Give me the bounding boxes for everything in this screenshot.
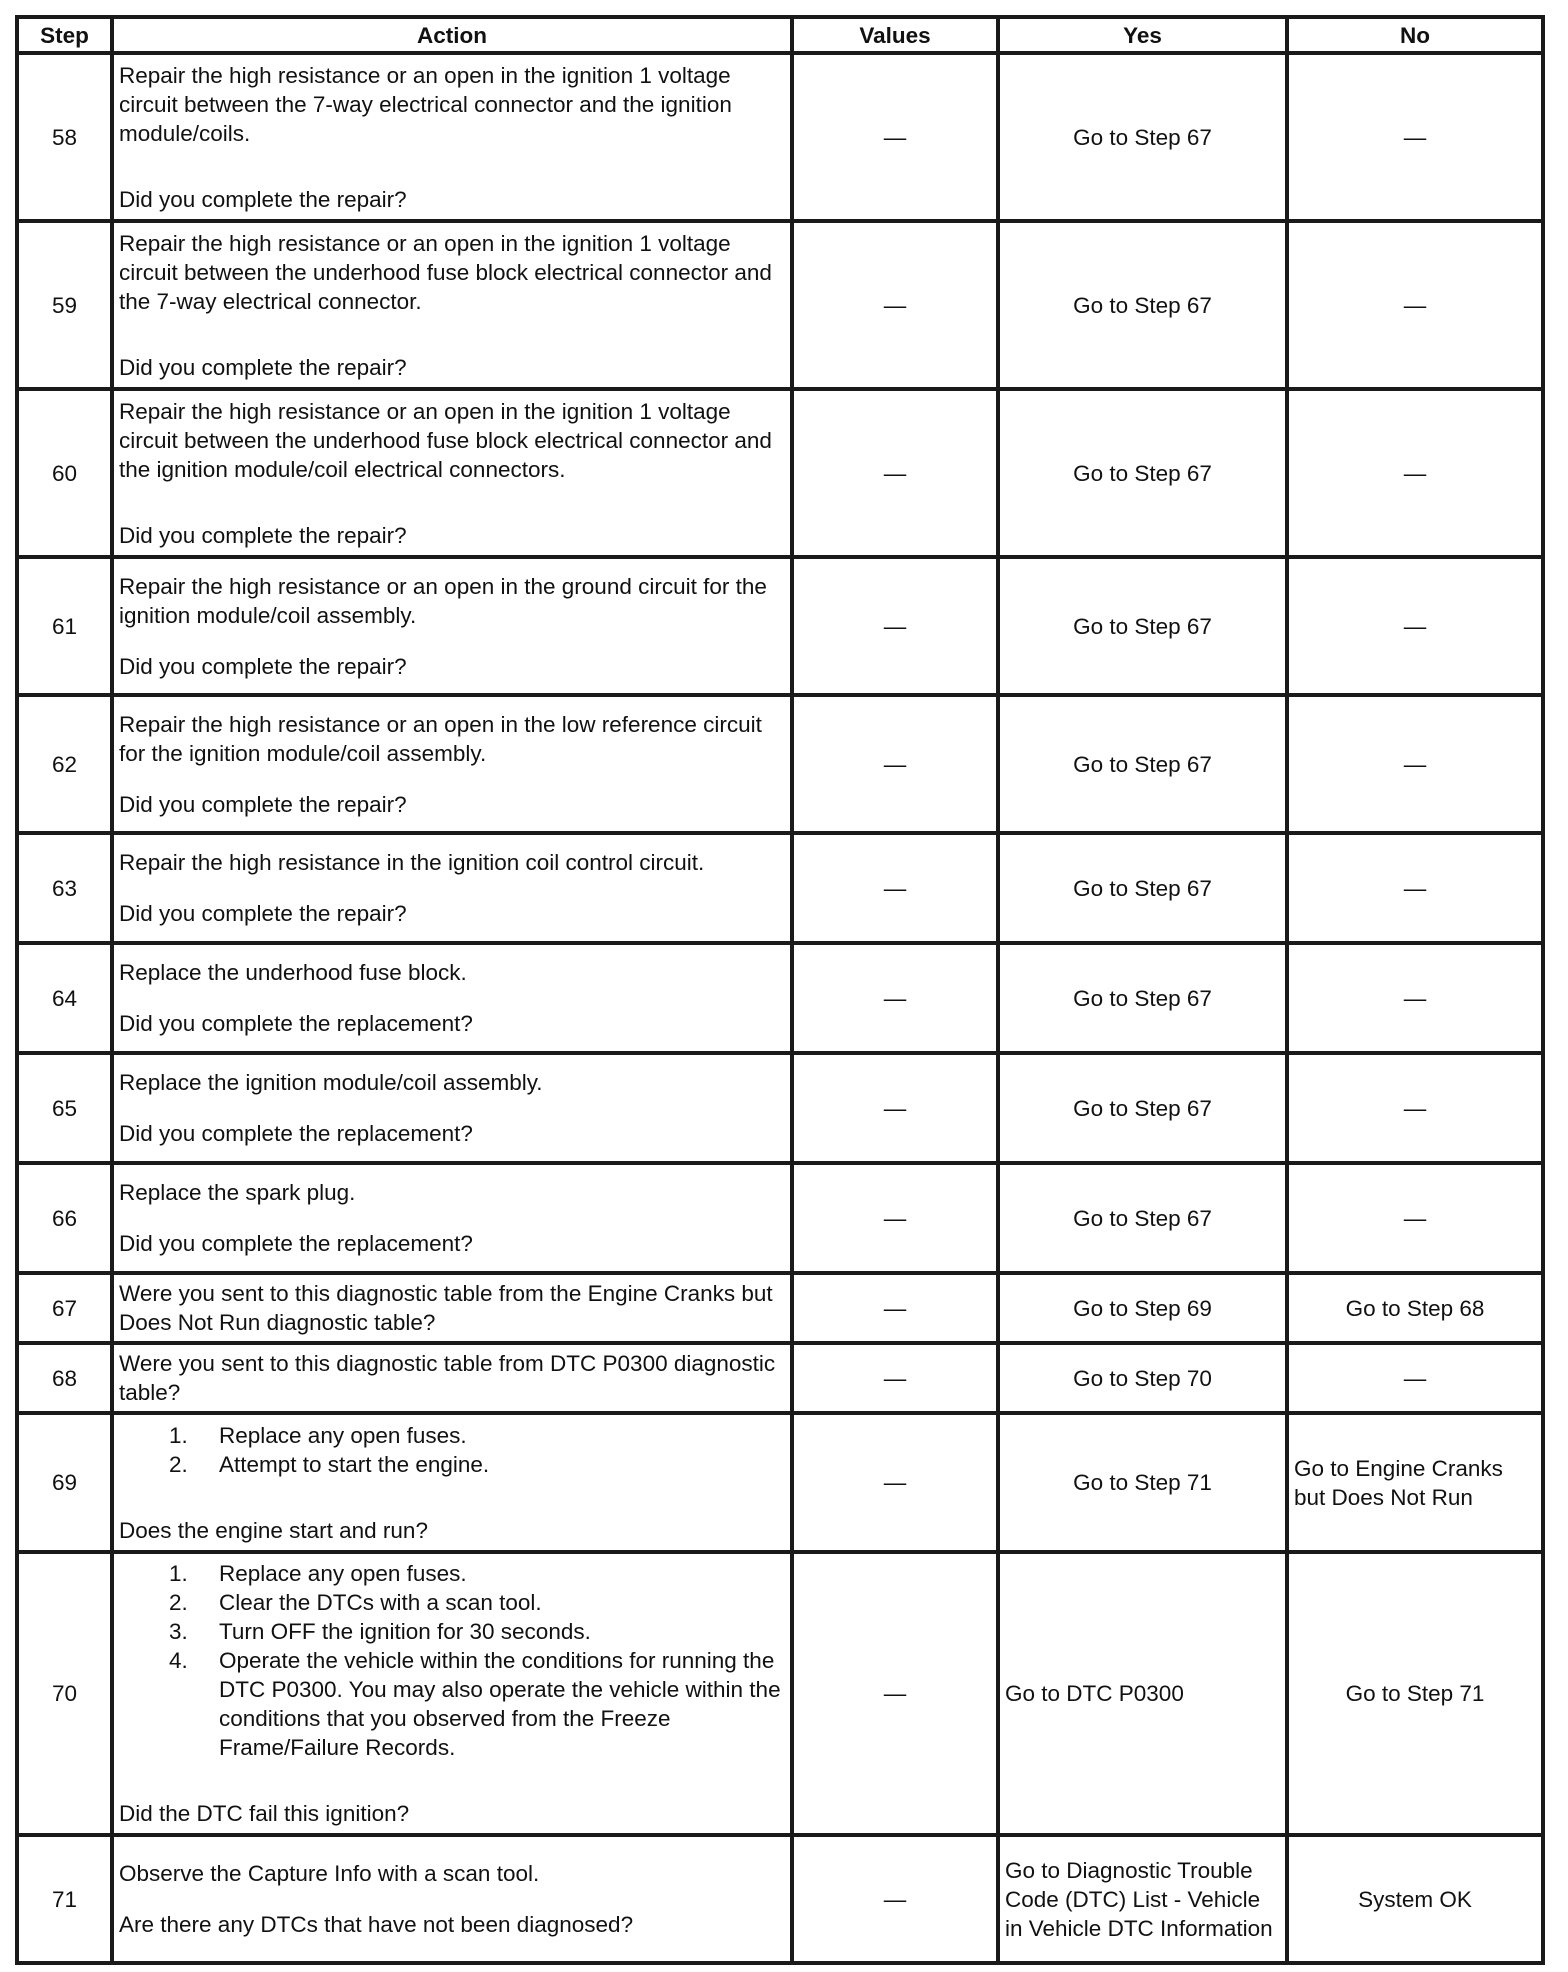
header-action: Action bbox=[112, 17, 792, 53]
no-cell: Go to Step 71 bbox=[1287, 1552, 1543, 1835]
table-row bbox=[17, 221, 1543, 389]
step-number: 69 bbox=[17, 1413, 112, 1552]
no-cell: — bbox=[1287, 221, 1543, 389]
diagnostic-table bbox=[15, 15, 1545, 1965]
action-cell bbox=[112, 1413, 792, 1552]
list-item: 2. Clear the DTCs with a scan tool. bbox=[169, 1590, 542, 1615]
yes-cell: Go to Step 67 bbox=[998, 695, 1287, 833]
header-yes: Yes bbox=[998, 17, 1287, 53]
list-item: 1. Replace any open fuses. bbox=[169, 1422, 467, 1448]
yes-cell: Go to Step 67 bbox=[998, 557, 1287, 695]
action-question: Did you complete the replacement? bbox=[119, 1231, 473, 1256]
action-question: Did you complete the repair? bbox=[119, 901, 407, 926]
table-row bbox=[17, 557, 1543, 695]
action-text: Repair the high resistance or an open in the ignition 1 voltage circuit between the underhood fuse block electrical connector and the ignition module/coil electrical connectors. bbox=[119, 398, 772, 482]
values-cell: — bbox=[792, 695, 998, 833]
table-row bbox=[17, 1413, 1543, 1552]
step-number: 62 bbox=[17, 695, 112, 833]
values-cell: — bbox=[792, 1413, 998, 1552]
action-cell bbox=[112, 389, 792, 557]
values-cell: — bbox=[792, 1273, 998, 1343]
action-question: Are there any DTCs that have not been diagnosed? bbox=[119, 1912, 634, 1937]
step-number: 65 bbox=[17, 1053, 112, 1163]
table-row bbox=[17, 833, 1543, 943]
yes-cell: Go to Step 71 bbox=[998, 1413, 1287, 1552]
yes-cell: Go to Step 67 bbox=[998, 1163, 1287, 1273]
values-cell: — bbox=[792, 1552, 998, 1835]
table-row bbox=[17, 53, 1543, 221]
action-question: Does the engine start and run? bbox=[119, 1517, 428, 1543]
header-step: Step bbox=[17, 17, 112, 53]
values-cell: — bbox=[792, 943, 998, 1053]
yes-cell: Go to Step 67 bbox=[998, 389, 1287, 557]
values-cell: — bbox=[792, 389, 998, 557]
action-text: Repair the high resistance in the ignition coil control circuit. bbox=[119, 850, 705, 875]
yes-cell: Go to Step 67 bbox=[998, 1053, 1287, 1163]
action-text: Replace the spark plug. bbox=[119, 1180, 356, 1205]
action-cell bbox=[112, 53, 792, 221]
yes-cell: Go to Step 67 bbox=[998, 53, 1287, 221]
header-values: Values bbox=[792, 17, 998, 53]
no-cell: — bbox=[1287, 557, 1543, 695]
step-number: 66 bbox=[17, 1163, 112, 1273]
table-row bbox=[17, 1163, 1543, 1273]
action-question: Did you complete the repair? bbox=[119, 186, 407, 212]
values-cell: — bbox=[792, 1053, 998, 1163]
step-number: 70 bbox=[17, 1552, 112, 1835]
no-cell: — bbox=[1287, 695, 1543, 833]
action-cell bbox=[112, 1552, 792, 1835]
no-cell: — bbox=[1287, 53, 1543, 221]
no-cell: — bbox=[1287, 943, 1543, 1053]
action-cell bbox=[112, 221, 792, 389]
action-steps-list bbox=[119, 1559, 785, 1762]
step-number: 68 bbox=[17, 1343, 112, 1413]
step-number: 64 bbox=[17, 943, 112, 1053]
list-item: 3. Turn OFF the ignition for 30 seconds. bbox=[169, 1619, 591, 1644]
list-item: 2. Attempt to start the engine. bbox=[169, 1451, 490, 1477]
action-question: Did you complete the repair? bbox=[119, 653, 407, 679]
table-row bbox=[17, 1273, 1543, 1343]
values-cell: — bbox=[792, 557, 998, 695]
step-number: 71 bbox=[17, 1835, 112, 1963]
yes-cell: Go to DTC P0300 bbox=[998, 1552, 1287, 1835]
list-item: 1. Replace any open fuses. bbox=[169, 1561, 467, 1586]
yes-cell: Go to Step 69 bbox=[998, 1273, 1287, 1343]
action-cell bbox=[112, 1163, 792, 1273]
action-steps-list bbox=[119, 1421, 785, 1479]
action-question: Did you complete the replacement? bbox=[119, 1011, 473, 1036]
action-text: Were you sent to this diagnostic table from the Engine Cranks but Does Not Run diagnostic table? bbox=[119, 1281, 773, 1335]
yes-cell: Go to Step 67 bbox=[998, 221, 1287, 389]
action-cell bbox=[112, 1273, 792, 1343]
no-cell: — bbox=[1287, 389, 1543, 557]
action-question: Did you complete the repair? bbox=[119, 354, 407, 380]
no-cell: — bbox=[1287, 833, 1543, 943]
no-cell: — bbox=[1287, 1343, 1543, 1413]
action-text: Repair the high resistance or an open in the ignition 1 voltage circuit between the underhood fuse block electrical connector and the 7-way electrical connector. bbox=[119, 230, 772, 314]
step-number: 59 bbox=[17, 221, 112, 389]
table-row bbox=[17, 1343, 1543, 1413]
action-cell bbox=[112, 833, 792, 943]
values-cell: — bbox=[792, 1835, 998, 1963]
values-cell: — bbox=[792, 53, 998, 221]
values-cell: — bbox=[792, 1163, 998, 1273]
action-question: Did you complete the replacement? bbox=[119, 1121, 473, 1146]
action-cell bbox=[112, 557, 792, 695]
values-cell: — bbox=[792, 833, 998, 943]
step-number: 58 bbox=[17, 53, 112, 221]
action-question: Did you complete the repair? bbox=[119, 791, 407, 817]
step-number: 60 bbox=[17, 389, 112, 557]
no-cell: — bbox=[1287, 1163, 1543, 1273]
table-row bbox=[17, 389, 1543, 557]
list-item: 4. Operate the vehicle within the conditions for running the DTC P0300. You may also operate the vehicle within the conditions that you observed from the Freeze Frame/Failure Records. bbox=[169, 1648, 781, 1760]
table-row bbox=[17, 1552, 1543, 1835]
step-number: 61 bbox=[17, 557, 112, 695]
values-cell: — bbox=[792, 1343, 998, 1413]
no-cell: Go to Step 68 bbox=[1287, 1273, 1543, 1343]
action-question: Did the DTC fail this ignition? bbox=[119, 1801, 410, 1826]
table-row bbox=[17, 943, 1543, 1053]
action-text: Replace the underhood fuse block. bbox=[119, 960, 467, 985]
header-no: No bbox=[1287, 17, 1543, 53]
action-text: Observe the Capture Info with a scan tool. bbox=[119, 1861, 540, 1886]
values-cell: — bbox=[792, 221, 998, 389]
no-cell: Go to Engine Cranks but Does Not Run bbox=[1287, 1413, 1543, 1552]
step-number: 67 bbox=[17, 1273, 112, 1343]
action-cell bbox=[112, 1835, 792, 1963]
no-cell: System OK bbox=[1287, 1835, 1543, 1963]
table-row bbox=[17, 1053, 1543, 1163]
yes-cell: Go to Diagnostic Trouble Code (DTC) List - Vehicle in Vehicle DTC Information bbox=[998, 1835, 1287, 1963]
table-row bbox=[17, 695, 1543, 833]
action-text: Repair the high resistance or an open in the ignition 1 voltage circuit between the 7-way electrical connector and the ignition module/coils. bbox=[119, 62, 732, 146]
action-cell bbox=[112, 695, 792, 833]
action-text: Replace the ignition module/coil assembly. bbox=[119, 1070, 543, 1095]
yes-cell: Go to Step 67 bbox=[998, 943, 1287, 1053]
action-text: Repair the high resistance or an open in the ground circuit for the ignition module/coil assembly. bbox=[119, 573, 767, 628]
action-cell bbox=[112, 1343, 792, 1413]
table-row bbox=[17, 1835, 1543, 1963]
yes-cell: Go to Step 70 bbox=[998, 1343, 1287, 1413]
step-number: 63 bbox=[17, 833, 112, 943]
header-row bbox=[17, 17, 1543, 53]
yes-cell: Go to Step 67 bbox=[998, 833, 1287, 943]
no-cell: — bbox=[1287, 1053, 1543, 1163]
action-question: Did you complete the repair? bbox=[119, 522, 407, 548]
action-cell bbox=[112, 943, 792, 1053]
action-cell bbox=[112, 1053, 792, 1163]
action-text: Repair the high resistance or an open in the low reference circuit for the ignition module/coil assembly. bbox=[119, 711, 762, 766]
action-text: Were you sent to this diagnostic table from DTC P0300 diagnostic table? bbox=[119, 1351, 776, 1405]
